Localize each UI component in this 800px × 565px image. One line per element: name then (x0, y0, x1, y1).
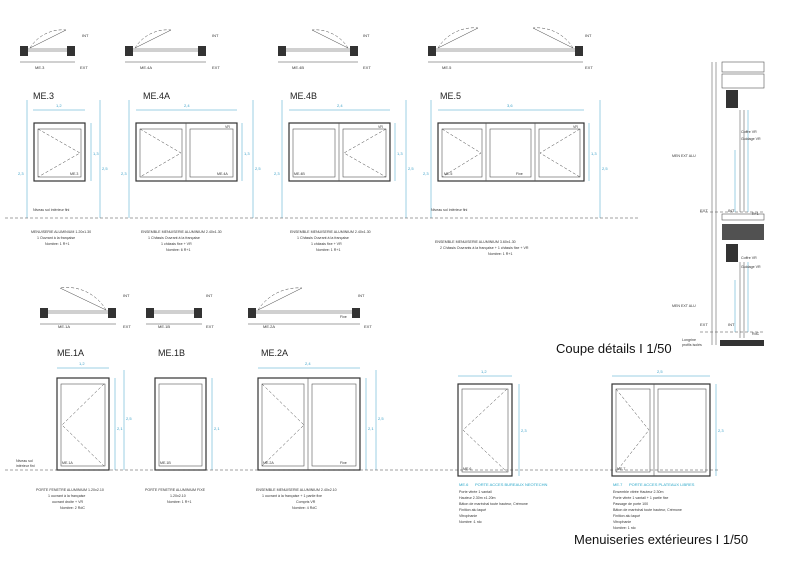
int-label: INT (585, 33, 592, 38)
height-dim: 1,3 (397, 151, 403, 156)
frame-code: ME.1A (62, 461, 73, 465)
plan-code: ME.1A (58, 324, 71, 329)
height-dim-3: 2,3 (18, 171, 24, 176)
desc-line: 1 Châssis Ouvrant à la française (148, 236, 200, 240)
desc-line: Vitrophanie (613, 520, 632, 524)
door-title: PORTE ACCES BUREAUX NEOTECHN (475, 482, 548, 487)
fixe-label: Fixe (340, 461, 347, 465)
elevation-me4b (274, 91, 414, 252)
window-code: ME.1A (57, 348, 85, 358)
fixe-label: Fixe (340, 315, 347, 319)
frame-code: ME.5 (444, 172, 453, 176)
height-dim-2: 2,5 (408, 166, 414, 171)
width-dim: 1,2 (481, 369, 487, 374)
elevation-me1b (145, 348, 220, 504)
int-label: INT (82, 33, 89, 38)
desc-line: 1 ouvrant à la française + 1 partie fixe (262, 494, 323, 498)
desc-line: 1 châssis fixe + VR (161, 242, 192, 246)
window-code: ME.4B (290, 91, 318, 101)
profil-label: profils isolés (682, 343, 702, 347)
desc-line: 2 Châssis Ouvrants à la française + 1 châssis fixe + VR (440, 246, 529, 250)
desc-line: Nombre: 1 R+1 (488, 252, 513, 256)
height-dim: 1,3 (591, 151, 597, 156)
desc-line: ENSEMBLE MENUISERIE ALUMINIUM 3.60x1.30 (435, 240, 516, 244)
longrine-label: Longrine (682, 338, 696, 342)
vr-label: VR (573, 125, 578, 129)
plan-me1b (146, 293, 214, 329)
coffre-label: Coffre VR (741, 256, 757, 260)
height-dim-3: 2,3 (274, 171, 280, 176)
height-dim: 2,1 (368, 426, 374, 431)
elevation-me1a (36, 348, 132, 510)
plan-me2a (248, 288, 372, 329)
plan-me3 (20, 30, 89, 70)
int-label: INT (206, 293, 213, 298)
elevation-me2a (256, 348, 384, 510)
height-dim-2: 2,5 (126, 416, 132, 421)
ext-label: EXT (80, 65, 88, 70)
plan-code: ME.4A (140, 65, 153, 70)
desc-line: Porte vitrée 1 vantail + 1 partie fixe (613, 496, 669, 500)
floor-label: Niveau sol intérieur fini (431, 208, 468, 212)
desc-line: Compris VR (296, 500, 316, 504)
width-dim: 2,5 (657, 369, 663, 374)
window-code: ME.5 (440, 91, 462, 101)
coffre-label: Coffre VR (741, 130, 757, 134)
height-dim: 2,1 (214, 426, 220, 431)
width-dim: 1,2 (56, 103, 62, 108)
height-dim-2: 2,5 (602, 166, 608, 171)
guidage-label: Guidage VR (741, 137, 761, 141)
height-dim: 2,3 (521, 428, 527, 433)
desc-line: Finition alu laqué (459, 508, 487, 512)
frame-code: ME.3 (70, 172, 79, 176)
men-label: MEN EXT ALU (672, 304, 696, 308)
frame-code: ME.7 (617, 467, 626, 471)
desc-line: Nombre: 6 R+1 (166, 248, 191, 252)
desc-line: Vitrophanie (459, 514, 478, 518)
ext-label: EXT (212, 65, 220, 70)
plan-me4a (125, 30, 220, 70)
height-dim: 2,3 (718, 428, 724, 433)
desc-line: Nombre: 4 RdC (292, 506, 317, 510)
height-dim: 1,3 (93, 151, 99, 156)
desc-line: ENSEMBLE MENUISERIE ALUMINIUM 2.40x1.30 (141, 230, 222, 234)
frame-code: ME.4B (294, 172, 305, 176)
window-code: ME.3 (33, 91, 55, 101)
door-me7 (612, 369, 724, 530)
desc-line: 1 Châssis Ouvrant à la française (297, 236, 349, 240)
desc-line: Nombre: 1 R+1 (316, 248, 341, 252)
width-dim: 2,4 (305, 361, 311, 366)
desc-line: 1 châssis fixe + VR (311, 242, 342, 246)
desc-line: Bâton de maréchal toute hauteur, Crémone (459, 502, 528, 506)
width-dim: 3,6 (507, 103, 513, 108)
height-dim: 1,3 (244, 151, 250, 156)
desc-line: ENSEMBLE MENUISERIE ALUMINIUM 2.40x2.10 (256, 488, 337, 492)
width-dim: 2,4 (184, 103, 190, 108)
int-label: INT (212, 33, 219, 38)
frame-code: ME.2A (263, 461, 274, 465)
width-dim: 1,2 (79, 361, 85, 366)
height-dim-2: 2,5 (255, 166, 261, 171)
desc-line: Bâton de maréchal toute hauteur, Crémone (613, 508, 682, 512)
desc-line: Nombre: 1 rdc (613, 526, 636, 530)
door-code: ME.7 (613, 482, 623, 487)
frame-code: ME.6 (463, 467, 472, 471)
desc-line: PORTE FENETRE ALUMINIUM FIXE (145, 488, 206, 492)
ext-label: EXT (364, 324, 372, 329)
guidage-label: Guidage VR (741, 265, 761, 269)
plan-code: ME.3 (35, 65, 45, 70)
plan-code: ME.4B (292, 65, 305, 70)
desc-line: Porte vitrée 1 vantail (459, 490, 492, 494)
section-detail (672, 62, 764, 347)
int-label: INT (363, 33, 370, 38)
plan-code: ME.5 (442, 65, 452, 70)
desc-line: ENSEMBLE MENUISERIE ALUMINIUM 2.40x1.30 (290, 230, 371, 234)
window-code: ME.2A (261, 348, 289, 358)
plan-me4b (278, 30, 371, 70)
ext-label: EXT (363, 65, 371, 70)
desc-line: Nombre: 1 R+1 (167, 500, 192, 504)
desc-line: Passage de porte 100 (613, 502, 649, 506)
int-label: INT (123, 293, 130, 298)
desc-line: Hauteur 2.30m x1.20m (459, 496, 496, 500)
desc-line: Nombre: 2 RdC (60, 506, 85, 510)
plan-code: ME.1B (158, 324, 171, 329)
int-label: INT (728, 208, 735, 213)
desc-line: 1 Ouvrant à la française (37, 236, 76, 240)
frame-code: ME.4A (217, 172, 228, 176)
int-label: INT (358, 293, 365, 298)
ext-label: EXT (123, 324, 131, 329)
frame-code: ME.1B (160, 461, 171, 465)
sheet-title: Menuiseries extérieures I 1/50 (574, 532, 749, 547)
window-code: ME.1B (158, 348, 186, 358)
width-dim: 2,4 (337, 103, 343, 108)
desc-line: 1.20x2.10 (170, 494, 186, 498)
door-code: ME.6 (459, 482, 469, 487)
desc-line: MENUISERIE ALUMINIUM 1.20x1.30 (31, 230, 92, 234)
fixe-label: Fixe (516, 172, 523, 176)
ext-label: EXT (585, 65, 593, 70)
floor-label: Niveau sol intérieur fini (33, 208, 70, 212)
window-code: ME.4A (143, 91, 171, 101)
floor-label: Niveau sol (16, 459, 33, 463)
plan-code: ME.2A (263, 324, 276, 329)
men-label: MEN EXT ALU (672, 154, 696, 158)
ext-label: EXT (700, 322, 708, 327)
elevation-me5 (423, 91, 608, 256)
level-label: RdC (752, 332, 760, 336)
height-dim-2: 2,5 (102, 166, 108, 171)
section-title: Coupe détails I 1/50 (556, 341, 672, 356)
desc-line: Finition alu laqué (613, 514, 641, 518)
height-dim: 2,1 (117, 426, 123, 431)
desc-line: Nombre: 1 R+1 (45, 242, 70, 246)
elevation-me4a (121, 91, 261, 252)
desc-line: Nombre :1 rdc (459, 520, 482, 524)
int-label: INT (728, 322, 735, 327)
desc-line: Ensemble vitrée Hauteur 2.30m (613, 490, 664, 494)
vr-label: VR (378, 125, 383, 129)
elevation-me3 (18, 91, 108, 246)
door-title: PORTE ACCES PLATEAUX LIBRES (629, 482, 695, 487)
floor-label: intérieur fini (16, 464, 35, 468)
desc-line: 1 ouvrant à la française (48, 494, 86, 498)
height-dim-3: 2,3 (121, 171, 127, 176)
ext-label: EXT (206, 324, 214, 329)
door-me6 (458, 369, 547, 524)
height-dim-2: 2,5 (378, 416, 384, 421)
plan-me5 (428, 28, 593, 70)
ext-label: EXT (700, 208, 708, 213)
desc-line: ouvrant droite + VR (52, 500, 84, 504)
height-dim-3: 2,3 (423, 171, 429, 176)
level-label: R+1 (752, 212, 759, 216)
plan-me1a (40, 287, 131, 329)
desc-line: PORTE FENETRE ALUMINIUM 1.20x2.10 (36, 488, 104, 492)
vr-label: VR (225, 125, 230, 129)
